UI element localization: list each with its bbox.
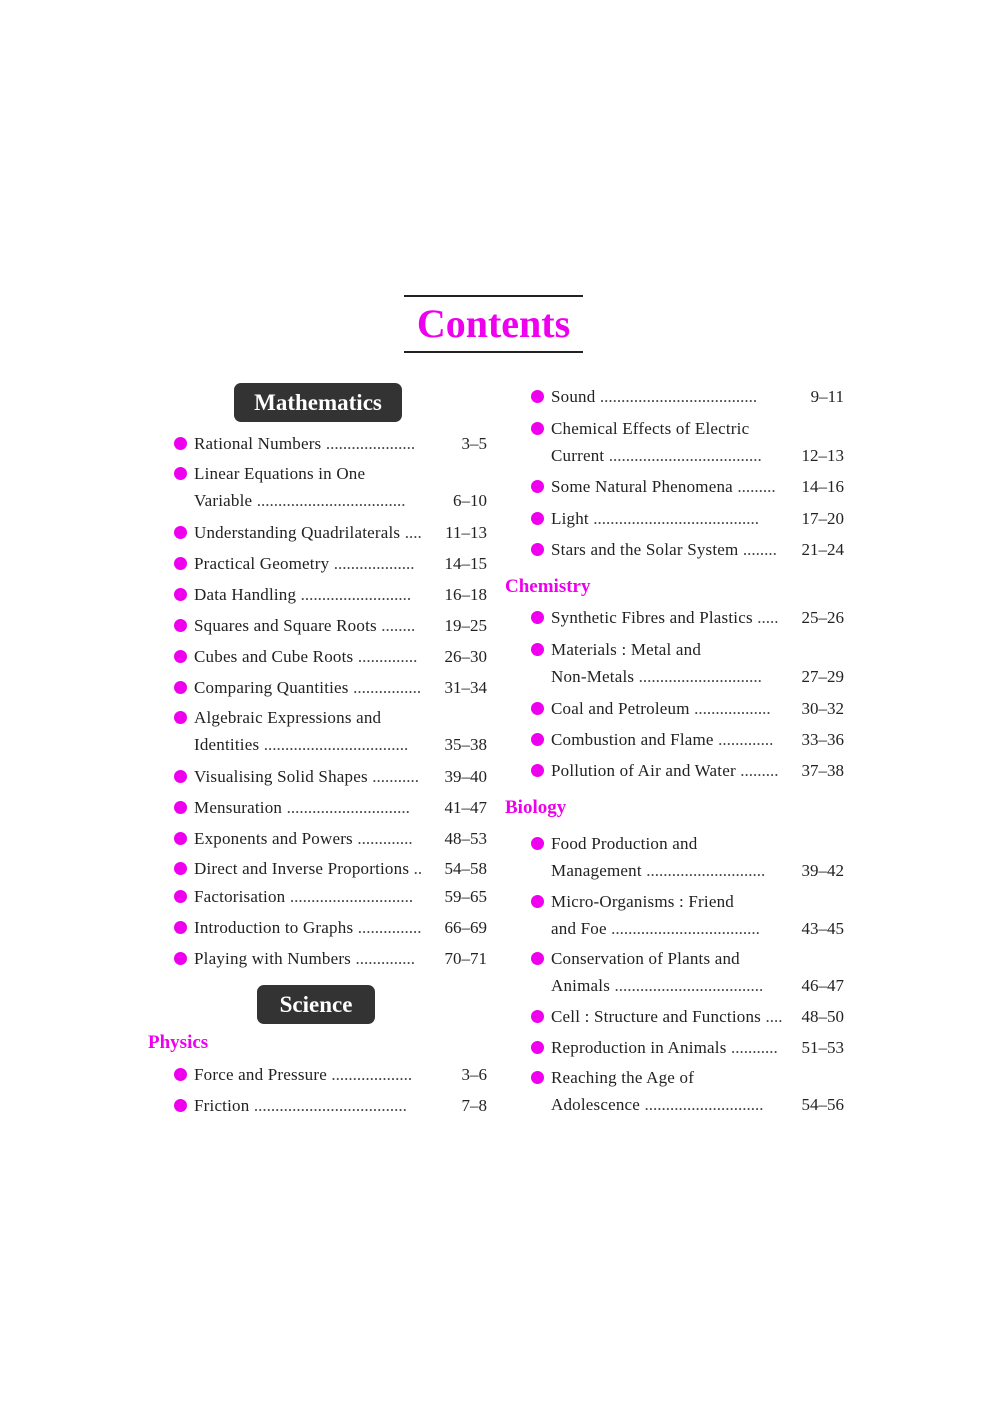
- toc-entry: [531, 1006, 844, 1028]
- entry-title-text: Data Handling: [194, 585, 297, 604]
- entry-title-continued: [551, 975, 763, 997]
- entry-title: [551, 508, 759, 530]
- leader-dots: .........: [740, 761, 779, 780]
- entry-title: [194, 463, 365, 485]
- toc-entry: [531, 1037, 844, 1059]
- entry-title: [551, 833, 697, 855]
- entry-continued-text: Identities: [194, 735, 260, 754]
- entry-title: [551, 698, 771, 720]
- entry-title: [194, 797, 410, 819]
- entry-title-text: Micro-Organisms : Friend: [551, 892, 734, 911]
- chemistry-heading: Chemistry: [505, 576, 591, 597]
- entry-pages: 39–40: [444, 767, 487, 786]
- bullet-icon: [174, 890, 187, 903]
- toc-entry: [174, 766, 487, 788]
- bullet-icon: [174, 526, 187, 539]
- leader-dots: ....: [765, 1007, 783, 1026]
- entry-title-text: Direct and Inverse Proportions: [194, 859, 410, 878]
- toc-entry: [174, 1095, 487, 1117]
- leader-dots: ...................................: [611, 919, 760, 938]
- entry-pages: 3–5: [461, 434, 487, 453]
- entry-pages: 54–58: [444, 859, 487, 878]
- toc-entry: [174, 828, 487, 850]
- bullet-icon: [174, 862, 187, 875]
- entry-title: [551, 386, 757, 408]
- bullet-icon: [174, 952, 187, 965]
- bullet-icon: [531, 543, 544, 556]
- entry-title-text: Factorisation: [194, 887, 286, 906]
- entry-pages: 51–53: [801, 1038, 844, 1057]
- entry-title-text: Food Production and: [551, 834, 698, 853]
- toc-entry: [531, 833, 844, 883]
- leader-dots: .............................: [289, 887, 414, 906]
- entry-title: [194, 948, 415, 970]
- toc-entry: [174, 1064, 487, 1086]
- leader-dots: ............................: [644, 1095, 764, 1114]
- entry-title: [551, 729, 773, 751]
- entry-pages: 14–16: [801, 477, 844, 496]
- entry-pages: 3–6: [461, 1065, 487, 1084]
- entry-title-text: Friction: [194, 1096, 250, 1115]
- entry-title-continued: [551, 1094, 764, 1116]
- entry-title-text: Introduction to Graphs: [194, 918, 354, 937]
- entry-pages: 41–47: [444, 798, 487, 817]
- entry-title-continued: [194, 734, 408, 756]
- entry-pages: 14–15: [444, 554, 487, 573]
- toc-entry: [174, 584, 487, 606]
- bullet-icon: [174, 467, 187, 480]
- bullet-icon: [531, 702, 544, 715]
- bullet-icon: [531, 611, 544, 624]
- toc-entry: [174, 463, 487, 513]
- leader-dots: ...........: [730, 1038, 778, 1057]
- leader-dots: ........: [742, 540, 777, 559]
- entry-title-text: Materials : Metal and: [551, 640, 702, 659]
- entry-title-text: Mensuration: [194, 798, 283, 817]
- entry-title: [551, 1006, 782, 1028]
- entry-title-continued: [194, 490, 405, 512]
- entry-title: [551, 539, 777, 561]
- bullet-icon: [531, 422, 544, 435]
- entry-pages: 33–36: [801, 730, 844, 749]
- bullet-icon: [174, 832, 187, 845]
- entry-pages: 21–24: [801, 540, 844, 559]
- toc-entry: [174, 553, 487, 575]
- toc-entry: [174, 797, 487, 819]
- leader-dots: ..: [413, 859, 423, 878]
- bullet-icon: [174, 1068, 187, 1081]
- leader-dots: ...................................: [614, 976, 764, 995]
- entry-title-text: Reaching the Age of: [551, 1068, 695, 1087]
- entry-title: [194, 615, 415, 637]
- entry-continued-text: Management: [551, 861, 642, 880]
- toc-entry: [531, 1067, 844, 1117]
- toc-entry: [531, 418, 844, 468]
- toc-entry: [531, 539, 844, 561]
- bullet-icon: [531, 643, 544, 656]
- entry-continued-text: Current: [551, 446, 605, 465]
- entry-title: [194, 1064, 412, 1086]
- entry-title: [194, 584, 411, 606]
- entry-title-text: Exponents and Powers: [194, 829, 353, 848]
- entry-pages: 66–69: [444, 918, 487, 937]
- toc-entry: [531, 698, 844, 720]
- entry-title: [551, 891, 734, 913]
- toc-entry: [531, 386, 844, 408]
- entry-title: [551, 639, 701, 661]
- entry-pages: 16–18: [444, 585, 487, 604]
- entry-title-text: Chemical Effects of Electric: [551, 419, 750, 438]
- entry-pages: 11–13: [445, 523, 487, 542]
- entry-title: [194, 917, 421, 939]
- leader-dots: ..............: [355, 949, 415, 968]
- entry-title-text: Practical Geometry: [194, 554, 330, 573]
- entry-title: [194, 828, 413, 850]
- leader-dots: .............................: [286, 798, 410, 817]
- bullet-icon: [174, 711, 187, 724]
- entry-pages: 30–32: [801, 699, 844, 718]
- toc-entry: [174, 707, 487, 757]
- entry-title: [551, 1067, 694, 1089]
- bullet-icon: [174, 437, 187, 450]
- leader-dots: .............................: [638, 667, 762, 686]
- bullet-icon: [531, 480, 544, 493]
- bullet-icon: [174, 650, 187, 663]
- bullet-icon: [531, 1010, 544, 1023]
- entry-title: [551, 760, 779, 782]
- entry-title: [551, 418, 749, 440]
- entry-continued-text: Adolescence: [551, 1095, 641, 1114]
- entry-title: [194, 1095, 407, 1117]
- bullet-icon: [531, 895, 544, 908]
- leader-dots: .....: [757, 608, 779, 627]
- page-title: Contents: [416, 301, 571, 346]
- entry-continued-text: Variable: [194, 491, 253, 510]
- entry-title-text: Coal and Petroleum: [551, 699, 690, 718]
- entry-pages: 19–25: [444, 616, 487, 635]
- entry-pages: 6–10: [453, 491, 487, 510]
- entry-title-text: Some Natural Phenomena: [551, 477, 733, 496]
- entry-title-text: Sound: [551, 387, 596, 406]
- entry-pages: 9–11: [810, 387, 844, 406]
- bullet-icon: [174, 801, 187, 814]
- leader-dots: ...........: [372, 767, 419, 786]
- bullet-icon: [174, 557, 187, 570]
- bullet-icon: [174, 681, 187, 694]
- toc-entry: [174, 917, 487, 939]
- toc-entry: [531, 607, 844, 629]
- entry-title-text: Squares and Square Roots: [194, 616, 377, 635]
- bullet-icon: [531, 952, 544, 965]
- entry-pages: 31–34: [444, 678, 487, 697]
- leader-dots: ...................: [331, 1065, 413, 1084]
- entry-title-text: Understanding Quadrilaterals: [194, 523, 401, 542]
- leader-dots: ...............: [357, 918, 422, 937]
- entry-title: [551, 1037, 778, 1059]
- entry-title-text: Comparing Quantities: [194, 678, 349, 697]
- leader-dots: ............................: [646, 861, 766, 880]
- leader-dots: .............: [357, 829, 413, 848]
- entry-title: [194, 677, 421, 699]
- bullet-icon: [174, 1099, 187, 1112]
- entry-title-continued: [551, 860, 765, 882]
- entry-pages: 7–8: [461, 1096, 487, 1115]
- entry-title-text: Force and Pressure: [194, 1065, 327, 1084]
- leader-dots: ....................................: [253, 1096, 407, 1115]
- leader-dots: ..............: [357, 647, 418, 666]
- entry-pages: 70–71: [444, 949, 487, 968]
- bullet-icon: [531, 764, 544, 777]
- physics-heading: Physics: [148, 1032, 209, 1053]
- entry-pages: 59–65: [444, 887, 487, 906]
- toc-entry: [174, 948, 487, 970]
- leader-dots: ....................................: [608, 446, 762, 465]
- entry-title-text: Playing with Numbers: [194, 949, 351, 968]
- entry-title-text: Combustion and Flame: [551, 730, 714, 749]
- toc-entry: [531, 639, 844, 689]
- toc-entry: [174, 886, 487, 908]
- entry-title-text: Reproduction in Animals: [551, 1038, 727, 1057]
- entry-pages: 54–56: [801, 1095, 844, 1114]
- leader-dots: ....: [404, 523, 422, 542]
- leader-dots: .............: [718, 730, 774, 749]
- toc-entry: [531, 508, 844, 530]
- biology-heading: Biology: [505, 797, 567, 818]
- entry-pages: 48–50: [801, 1007, 844, 1026]
- entry-pages: 17–20: [801, 509, 844, 528]
- bullet-icon: [531, 1041, 544, 1054]
- entry-title: [194, 522, 422, 544]
- entry-pages: 35–38: [444, 735, 487, 754]
- entry-title: [551, 948, 740, 970]
- entry-title-text: Algebraic Expressions and: [194, 708, 382, 727]
- entry-title-text: Cell : Structure and Functions: [551, 1007, 761, 1026]
- leader-dots: .....................................: [599, 387, 758, 406]
- bullet-icon: [174, 619, 187, 632]
- entry-title-continued: [551, 918, 760, 940]
- bullet-icon: [531, 837, 544, 850]
- leader-dots: ..................: [694, 699, 771, 718]
- toc-entry: [174, 615, 487, 637]
- bullet-icon: [531, 390, 544, 403]
- entry-pages: 39–42: [801, 861, 844, 880]
- bullet-icon: [174, 770, 187, 783]
- entry-title: [194, 646, 417, 668]
- bullet-icon: [531, 733, 544, 746]
- toc-entry: [174, 858, 487, 880]
- toc-entry: [531, 891, 844, 941]
- bullet-icon: [531, 1071, 544, 1084]
- entry-title-text: Conservation of Plants and: [551, 949, 740, 968]
- entry-pages: 25–26: [801, 608, 844, 627]
- toc-entry: [531, 729, 844, 751]
- entry-title: [194, 553, 415, 575]
- entry-pages: 26–30: [444, 647, 487, 666]
- entry-continued-text: Animals: [551, 976, 611, 995]
- leader-dots: ........: [381, 616, 416, 635]
- entry-title: [194, 433, 415, 455]
- entry-title-continued: [551, 445, 762, 467]
- entry-title-text: Rational Numbers: [194, 434, 322, 453]
- entry-title: [194, 886, 413, 908]
- entry-title: [194, 707, 381, 729]
- entry-title-text: Light: [551, 509, 589, 528]
- entry-pages: 48–53: [444, 829, 487, 848]
- entry-continued-text: Non-Metals: [551, 667, 635, 686]
- leader-dots: ..................................: [263, 735, 409, 754]
- leader-dots: ................: [353, 678, 422, 697]
- entry-pages: 27–29: [801, 667, 844, 686]
- toc-entry: [531, 760, 844, 782]
- leader-dots: .........: [737, 477, 776, 496]
- toc-entry: [174, 433, 487, 455]
- bullet-icon: [174, 921, 187, 934]
- entry-pages: 43–45: [801, 919, 844, 938]
- toc-entry: [531, 476, 844, 498]
- contents-title-block: [404, 295, 583, 353]
- leader-dots: ...................: [333, 554, 415, 573]
- entry-title: [551, 607, 778, 629]
- entry-title-text: Cubes and Cube Roots: [194, 647, 354, 666]
- entry-title-text: Linear Equations in One: [194, 464, 366, 483]
- entry-title: [551, 476, 776, 498]
- bullet-icon: [531, 512, 544, 525]
- entry-title-text: Synthetic Fibres and Plastics: [551, 608, 753, 627]
- leader-dots: ..........................: [300, 585, 412, 604]
- toc-entry: [174, 646, 487, 668]
- entry-title-text: Visualising Solid Shapes: [194, 767, 368, 786]
- toc-entry: [174, 522, 487, 544]
- entry-title-continued: [551, 666, 762, 688]
- science-badge: Science: [257, 985, 375, 1024]
- toc-entry: [531, 948, 844, 998]
- mathematics-badge: Mathematics: [234, 383, 402, 422]
- entry-title-text: Pollution of Air and Water: [551, 761, 736, 780]
- entry-pages: 12–13: [801, 446, 844, 465]
- leader-dots: ...................................: [256, 491, 406, 510]
- entry-title: [194, 858, 422, 880]
- toc-entry: [174, 677, 487, 699]
- leader-dots: .......................................: [593, 509, 760, 528]
- bullet-icon: [174, 588, 187, 601]
- entry-pages: 46–47: [801, 976, 844, 995]
- leader-dots: .....................: [325, 434, 416, 453]
- entry-continued-text: and Foe: [551, 919, 607, 938]
- entry-title: [194, 766, 419, 788]
- entry-title-text: Stars and the Solar System: [551, 540, 739, 559]
- entry-pages: 37–38: [801, 761, 844, 780]
